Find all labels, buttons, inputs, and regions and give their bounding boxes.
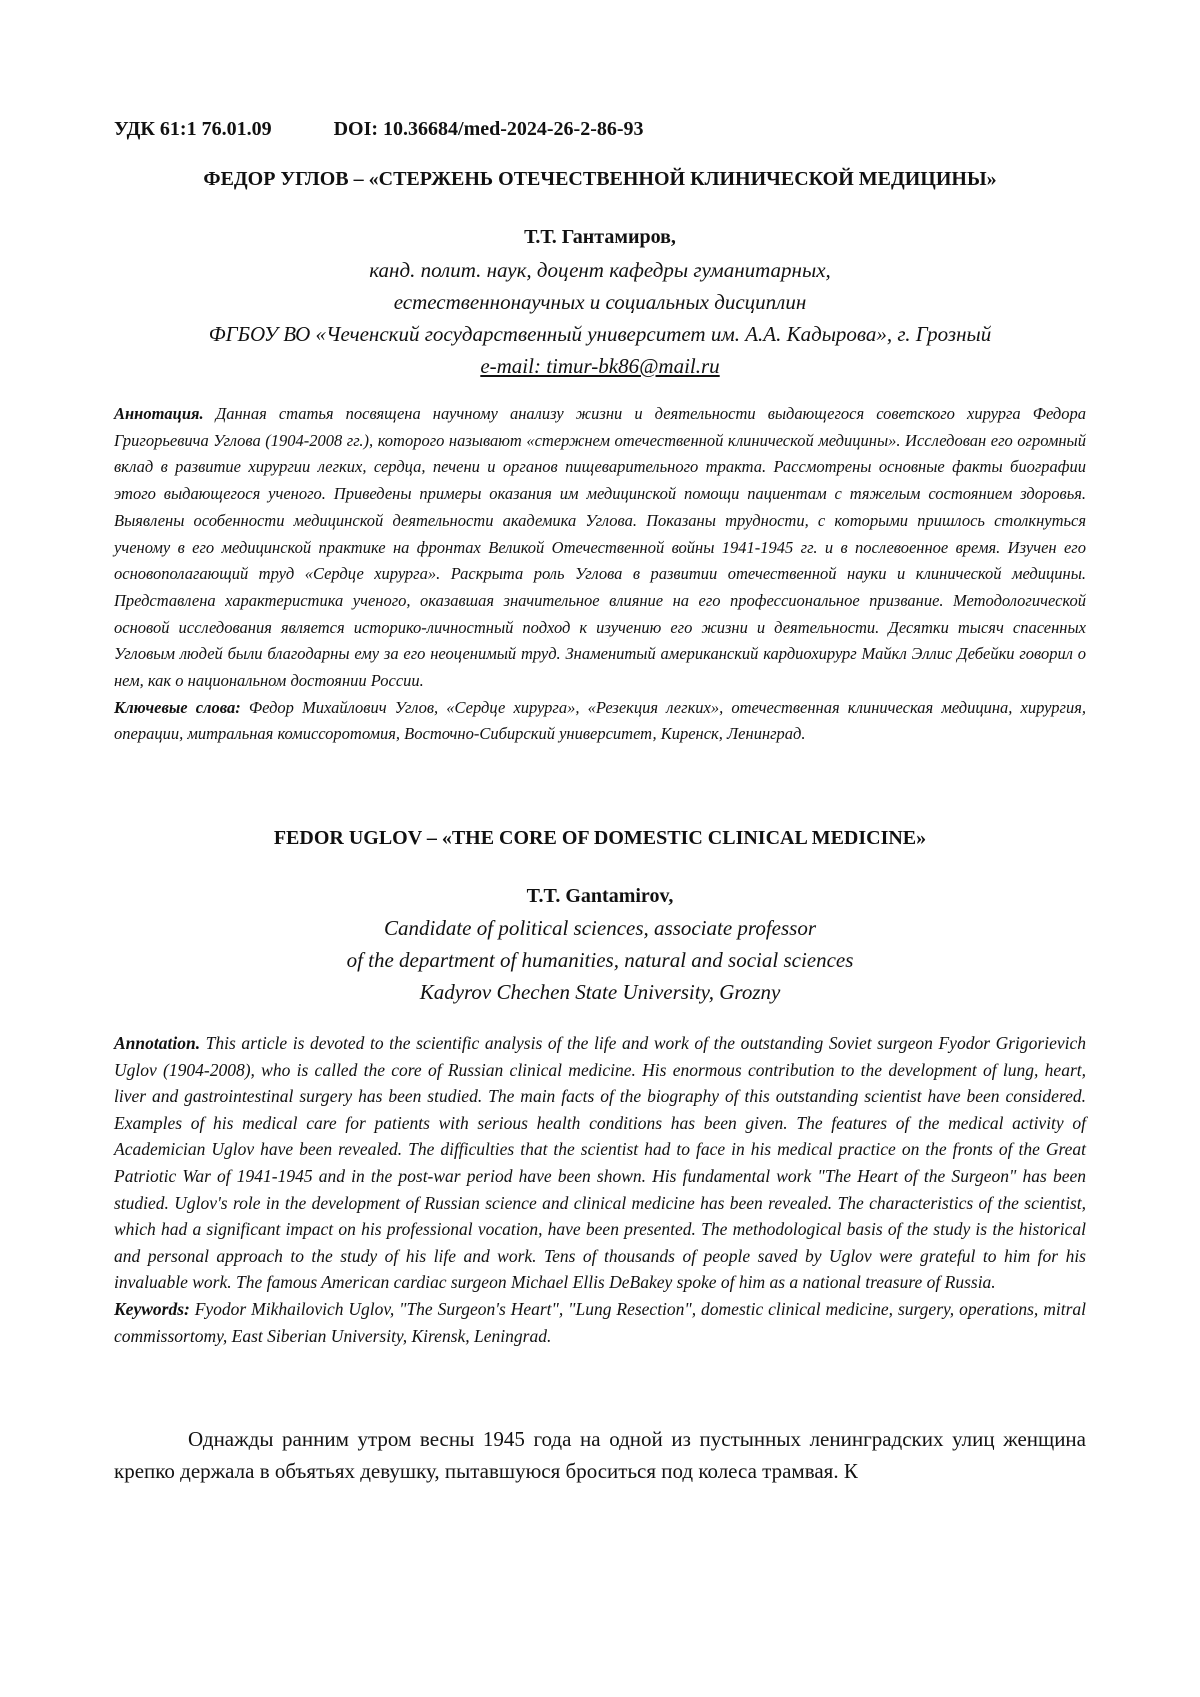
keywords-text: Федор Михайлович Углов, «Сердце хирурга», «Резекция легких», отечественная клиническая медицина, хирургия, операции, митральная комиссоротомия, Восточно-Сибирский университет, Киренск, Ленинград. [114, 698, 1086, 744]
keywords-label: Keywords: [114, 1299, 190, 1319]
abstract-label: Annotation. [114, 1033, 200, 1053]
abstract-ru [114, 401, 1086, 748]
abstract-text: Данная статья посвящена научному анализу жизни и деятельности выдающегося советского хирурга Федора Григорьевича Углова (1904-2008 гг.), которого называют «стержнем отечественной клинической медицины». Исследован его огромный вклад в развитие хирургии легких, сердца, печени и органов пищеварительного тракта. Рассмотрены основные факты биографии этого выдающегося ученого. Приведены примеры оказания им медицинской помощи пациентам с тяжелым состоянием здоровья. Выявлены особенности медицинской деятельности академика Углова. Показаны трудности, с которыми пришлось столкнуться ученому в его медицинской практике на фронтах Великой Отечественной войны 1941-1945 гг. и в послевоенное время. Изучен его основополагающий труд «Сердце хирурга». Раскрыта роль Углова в развитии отечественной науки и клинической медицины. Представлена характеристика ученого, оказавшая значительное влияние на его профессиональное призвание. Методологической основой исследования является историко-личностный подход к изучению его жизни и деятельности. Десятки тысяч спасенных Угловым людей были благодарны ему за его неоценимый труд. Знаменитый американский кардиохирург Майкл Эллис Дебейки говорил о нем, как о национальном достоянии России. [114, 404, 1086, 690]
title-ru: ФЕДОР УГЛОВ – «СТЕРЖЕНЬ ОТЕЧЕСТВЕННОЙ КЛИНИЧЕСКОЙ МЕДИЦИНЫ» [114, 168, 1086, 191]
affiliation-line: Candidate of political sciences, associate professor [114, 912, 1086, 944]
author-email-link[interactable]: e-mail: timur-bk86@mail.ru [480, 354, 719, 378]
article-header [114, 118, 644, 141]
doi-code: DOI: 10.36684/med-2024-26-2-86-93 [334, 118, 644, 140]
article-page [0, 0, 1200, 1697]
title-en: FEDOR UGLOV – «THE CORE OF DOMESTIC CLINICAL MEDICINE» [114, 827, 1086, 850]
body-paragraph: Однажды ранним утром весны 1945 года на одной из пустынных ленинградских улиц женщина крепко держала в объятьях девушку, пытавшуюся броситься под колеса трамвая. К [114, 1423, 1086, 1487]
affiliation-en [114, 912, 1086, 1008]
affiliation-line: Kadyrov Chechen State University, Grozny [114, 976, 1086, 1008]
affiliation-ru [114, 254, 1086, 382]
affiliation-line: канд. полит. наук, доцент кафедры гуманитарных, [114, 254, 1086, 286]
abstract-text: This article is devoted to the scientific analysis of the life and work of the outstanding Soviet surgeon Fyodor Grigorievich Uglov (1904-2008), who is called the core of Russian clinical medicine. His enormous contribution to the development of lung, heart, liver and gastrointestinal surgery has been studied. The main facts of the biography of this outstanding scientist have been considered. Examples of his medical care for patients with serious health conditions has been given. The features of the medical activity of Academician Uglov have been revealed. The difficulties that the scientist had to face in his medical practice on the fronts of the Great Patriotic War of 1941-1945 and in the post-war period have been shown. His fundamental work "The Heart of the Surgeon" has been studied. Uglov's role in the development of Russian science and clinical medicine has been revealed. The characteristics of the scientist, which had a significant impact on his professional vocation, have been presented. The methodological basis of the study is the historical and personal approach to the study of his life and work. Tens of thousands of people saved by Uglov were grateful to him for his invaluable work. The famous American cardiac surgeon Michael Ellis DeBakey spoke of him as a national treasure of Russia. [114, 1033, 1086, 1292]
author-ru: Т.Т. Гантамиров, [114, 226, 1086, 249]
affiliation-line: of the department of humanities, natural and social sciences [114, 944, 1086, 976]
abstract-en [114, 1030, 1086, 1349]
keywords-label: Ключевые слова: [114, 698, 241, 717]
udk-code: УДК 61:1 76.01.09 [114, 118, 272, 140]
author-en: T.T. Gantamirov, [114, 885, 1086, 908]
abstract-label: Аннотация. [114, 404, 204, 423]
affiliation-line: ФГБОУ ВО «Чеченский государственный университет им. А.А. Кадырова», г. Грозный [114, 318, 1086, 350]
body-text [114, 1423, 1086, 1487]
affiliation-line: естественнонаучных и социальных дисциплин [114, 286, 1086, 318]
keywords-text: Fyodor Mikhailovich Uglov, "The Surgeon's Heart", "Lung Resection", domestic clinical medicine, surgery, operations, mitral commissortomy, East Siberian University, Kirensk, Leningrad. [114, 1299, 1086, 1346]
